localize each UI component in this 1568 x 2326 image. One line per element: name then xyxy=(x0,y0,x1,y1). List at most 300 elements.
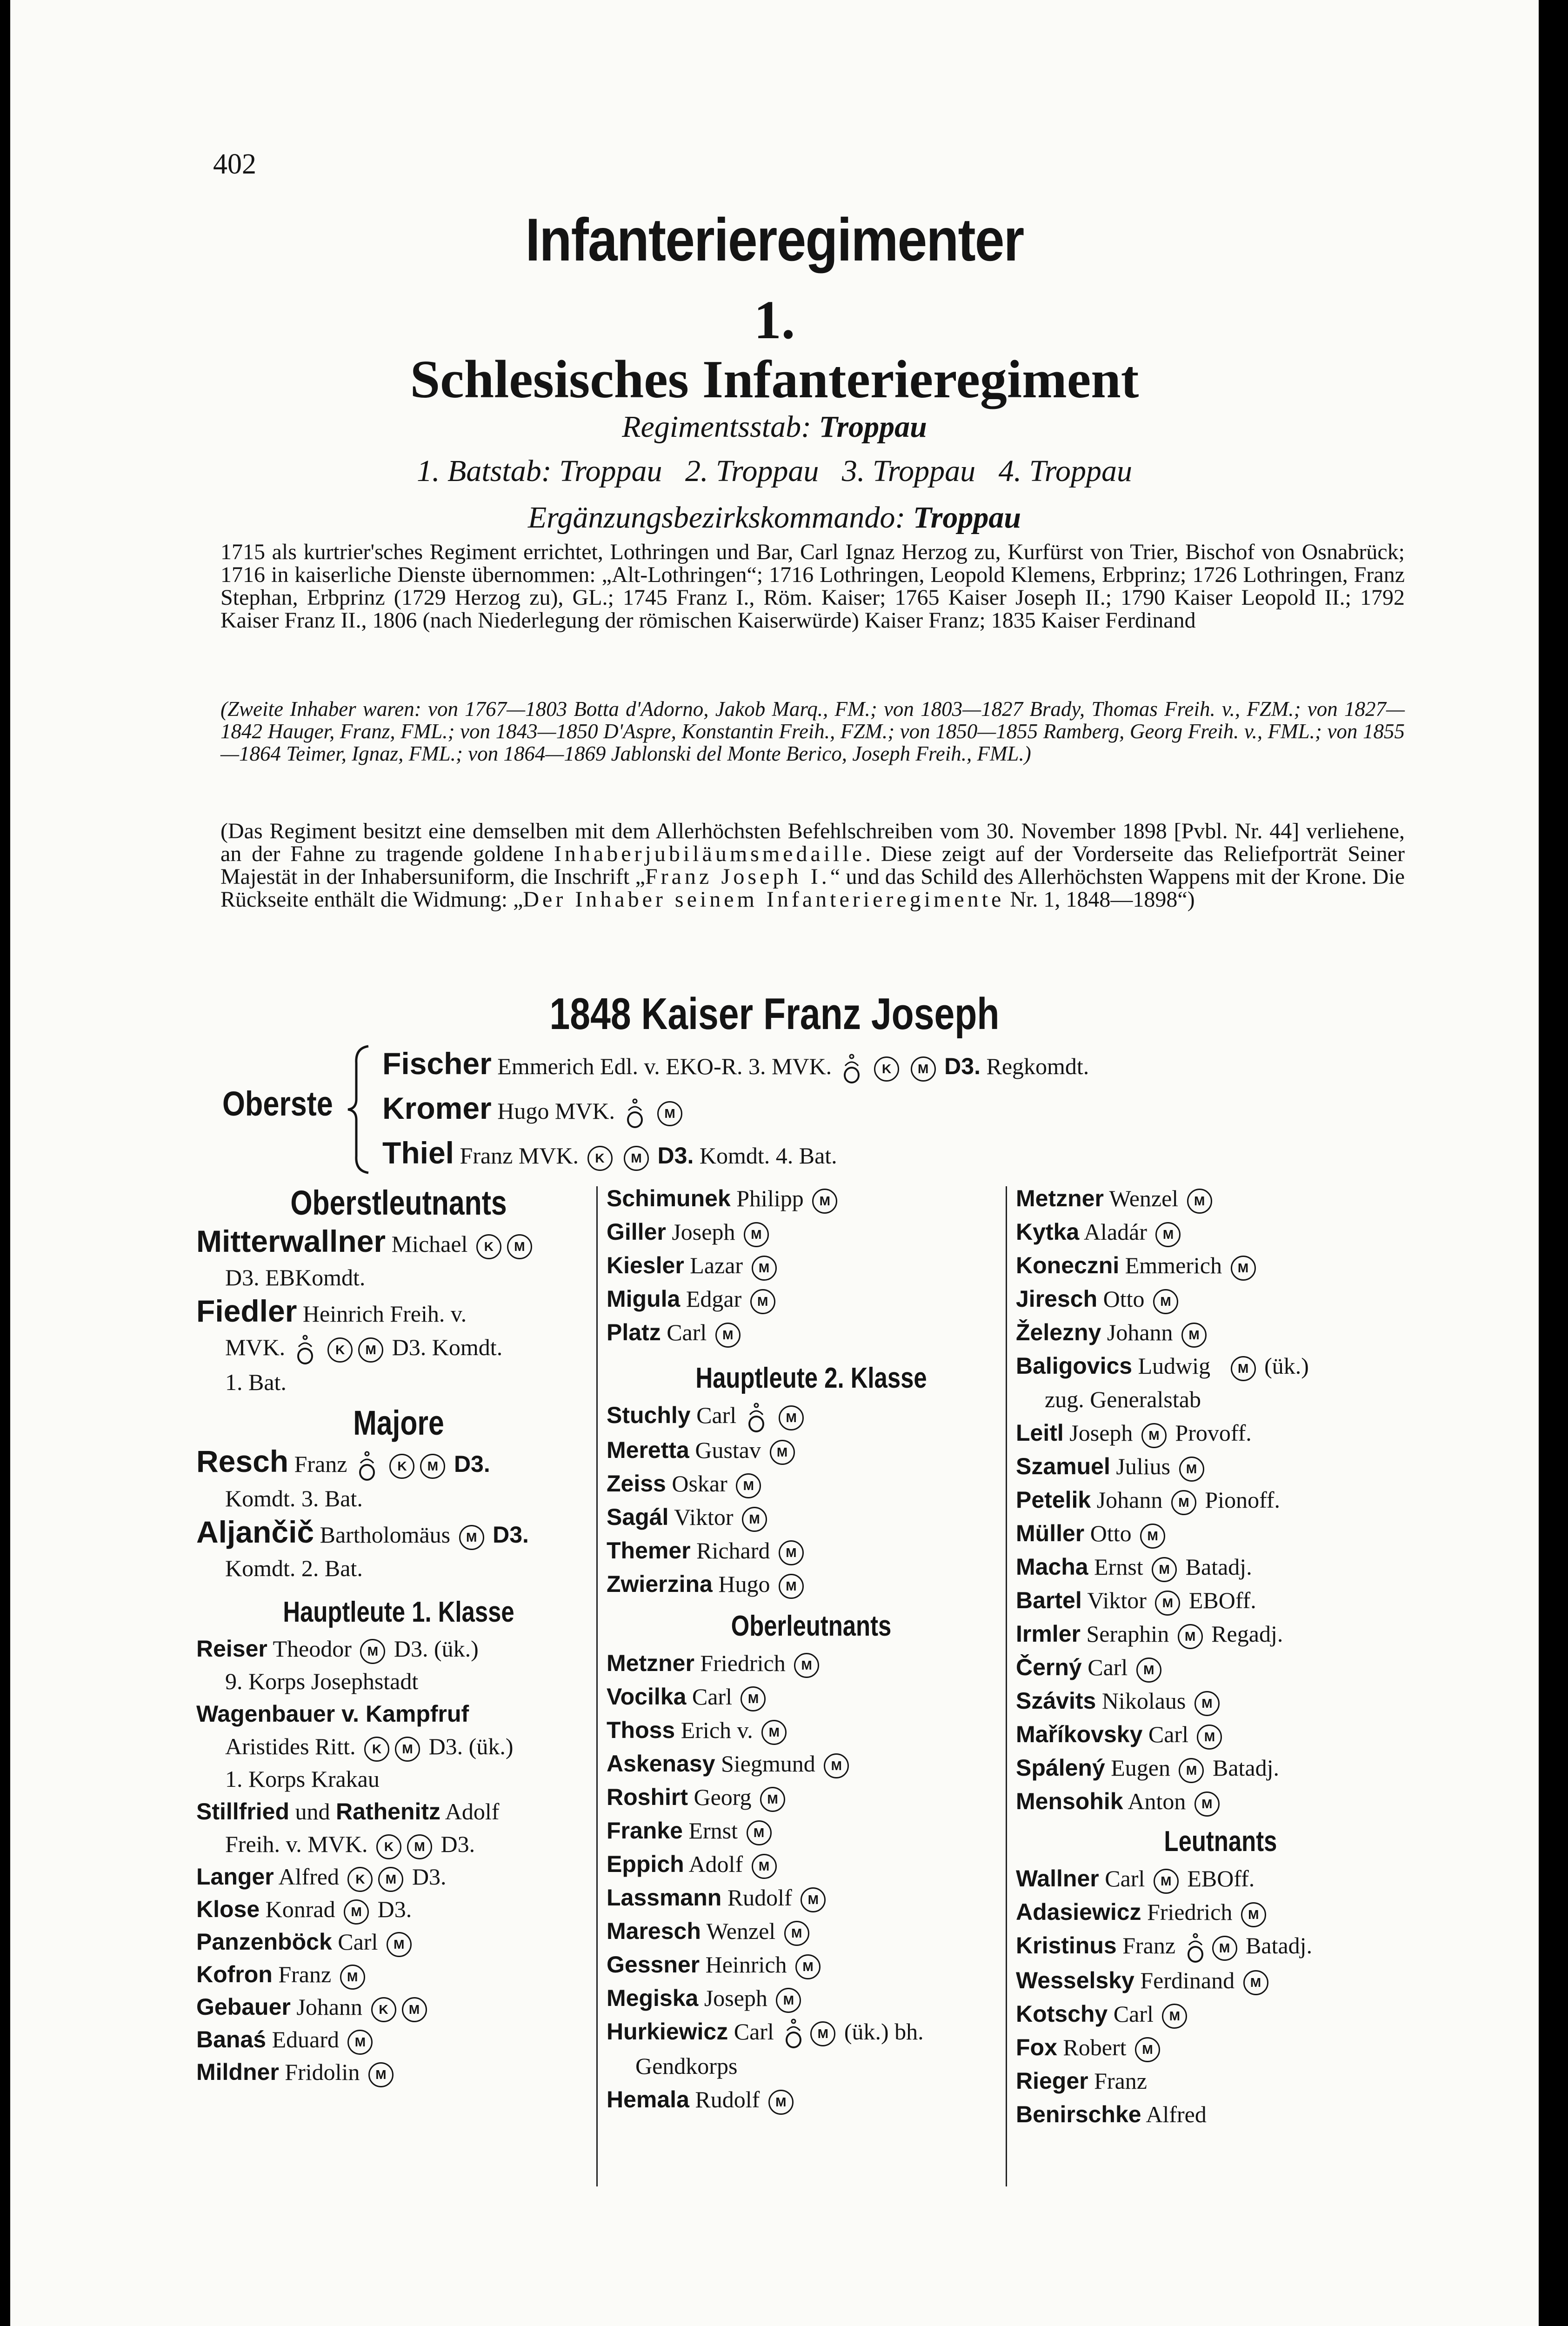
surname: Baligovics xyxy=(1016,1353,1133,1379)
crown-icon xyxy=(841,1054,862,1084)
surname: Lassmann xyxy=(607,1884,722,1911)
m-badge-icon: M xyxy=(1194,1691,1220,1716)
surname: Zeiss xyxy=(607,1470,666,1497)
given-name: Carl xyxy=(692,1683,732,1710)
m-badge-icon: M xyxy=(752,1256,777,1281)
surname: Železny xyxy=(1016,1319,1101,1345)
note: zug. Generalstab xyxy=(1045,1386,1201,1412)
note: 9. Korps Josephstadt xyxy=(225,1668,419,1695)
list-item xyxy=(1016,1684,1425,1718)
list-item xyxy=(1016,1895,1425,1929)
given-name: Heinrich Freih. v. xyxy=(302,1301,467,1327)
list-item xyxy=(196,1860,601,1893)
medal-spaced-3: Der Inhaber seinem Infanterieregimente xyxy=(523,887,1005,912)
given-name: Eugen xyxy=(1111,1755,1170,1781)
stab-label: Regimentsstab: xyxy=(622,410,812,444)
list-item xyxy=(1016,2098,1425,2131)
m-badge-icon: M xyxy=(1241,1902,1266,1927)
given-name: Franz xyxy=(278,1961,332,1988)
surname: Fischer xyxy=(382,1046,492,1081)
list-item xyxy=(607,1847,1016,1881)
given-name: Oskar xyxy=(672,1470,727,1497)
list-item xyxy=(607,1398,1016,1433)
given-name: Hugo MVK. xyxy=(497,1098,615,1124)
given-name: Bartholomäus xyxy=(320,1522,451,1548)
m-badge-icon: M xyxy=(1136,1658,1161,1683)
regiment-number: 1. xyxy=(754,289,795,350)
m-badge-icon: M xyxy=(1231,1256,1256,1281)
given-name: Heinrich xyxy=(705,1951,787,1978)
m-badge-icon: M xyxy=(779,1574,804,1599)
given-name: Aladár xyxy=(1083,1219,1147,1245)
list-item xyxy=(607,1500,1016,1534)
list-item xyxy=(607,1713,1016,1747)
m-badge-icon: M xyxy=(1197,1724,1222,1750)
list-item xyxy=(607,1780,1016,1814)
regimentsstab-line xyxy=(10,409,1539,445)
list-item xyxy=(196,2056,601,2088)
list-item xyxy=(1016,1349,1425,1383)
surname: Jiresch xyxy=(1016,1286,1098,1312)
note: Batadj. xyxy=(1185,1554,1252,1580)
surname: Megiska xyxy=(607,1985,699,2011)
list-item xyxy=(1016,1718,1425,1751)
given-name: Wenzel xyxy=(1109,1185,1179,1211)
given-name: Edgar xyxy=(686,1286,742,1312)
given-name: Eduard xyxy=(272,2026,339,2053)
given-name: Carl xyxy=(734,2018,774,2045)
list-item xyxy=(1016,1249,1425,1282)
m-badge-icon: M xyxy=(1153,1289,1178,1314)
given-name: Gustav xyxy=(695,1437,761,1463)
list-item xyxy=(607,1680,1016,1713)
list-item-continuation xyxy=(196,1828,601,1860)
surname: Zwierzina xyxy=(607,1571,713,1597)
given-name: Wenzel xyxy=(706,1918,776,1944)
list-item xyxy=(607,1282,1016,1316)
surname: Müller xyxy=(1016,1520,1085,1546)
surname: Macha xyxy=(1016,1554,1088,1580)
given-name: Erich v. xyxy=(681,1717,753,1743)
list-item xyxy=(196,1698,601,1730)
given-name: Ernst xyxy=(1094,1554,1143,1580)
surname: Maresch xyxy=(607,1918,701,1944)
given-name: Friedrich xyxy=(700,1650,786,1676)
surname: Mensohik xyxy=(1016,1788,1123,1814)
medal-text-1: (Das Regiment besitzt eine demselben mit dem Allerhöchsten Befehlschreiben vom 30. November 1898 [Pvbl. Nr. 44] verliehene, an der Fahne zu tragende goldene xyxy=(220,819,1405,866)
surname: Giller xyxy=(607,1219,666,1245)
given-name: Ludwig xyxy=(1138,1353,1211,1379)
surname: Migula xyxy=(607,1286,681,1312)
given-name: Michael xyxy=(391,1231,468,1257)
given-name: Franz xyxy=(1094,2067,1147,2094)
m-badge-icon: M xyxy=(1178,1624,1203,1649)
note: Regadj. xyxy=(1211,1621,1283,1647)
decoration: D3. xyxy=(412,1864,447,1890)
surname: Koneczni xyxy=(1016,1252,1120,1278)
given-name: Carl xyxy=(1148,1721,1188,1747)
surname: Wallner xyxy=(1016,1865,1099,1892)
m-badge-icon: M xyxy=(824,1753,849,1778)
list-item xyxy=(1016,1182,1425,1215)
m-badge-icon: M xyxy=(1187,1189,1212,1214)
surname: Leitl xyxy=(1016,1420,1064,1446)
batstab-value-3: Troppau xyxy=(872,454,976,488)
given-name: Otto xyxy=(1103,1286,1145,1312)
surname: Langer xyxy=(196,1864,274,1890)
given-name: Seraphin xyxy=(1086,1621,1169,1647)
given-name: Nikolaus xyxy=(1101,1688,1186,1714)
brace-icon xyxy=(345,1044,373,1175)
crown-icon xyxy=(1185,1933,1206,1964)
surname: Maříkovsky xyxy=(1016,1721,1143,1747)
m-badge-icon: M xyxy=(1181,1323,1207,1348)
batstab-line xyxy=(10,454,1539,489)
history-paragraph: 1715 als kurtrier'sches Regiment errichtet, Lothringen und Bar, Carl Ignaz Herzog zu, Kurfürst von Trier, Bischof von Osnabrück; 1716 in kaiserliche Dienste übernommen: „Alt-Lothringen“; 1716 Lothringen, Leopold Klemens, Erbprinz; 1726 Lothringen, Franz Stephan, Erbprinz (1729 Herzog zu), GL.; 1745 Franz I., Röm. Kaiser; 1765 Kaiser Joseph II.; 1790 Kaiser Leopold II.; 1792 Kaiser Franz II., 1806 (nach Niederlegung der römischen Kaiserwürde) Kaiser Franz; 1835 Kaiser Ferdinand xyxy=(220,540,1405,633)
m-badge-icon: M xyxy=(911,1056,936,1082)
m-badge-icon: M xyxy=(794,1653,819,1678)
crown-icon xyxy=(295,1335,315,1365)
given-name: Carl xyxy=(1113,2000,1154,2027)
column-2 xyxy=(607,1182,1016,2116)
surname: Gessner xyxy=(607,1951,700,1978)
m-badge-icon: M xyxy=(378,1867,403,1892)
surname: Kromer xyxy=(382,1091,492,1125)
given-name: Franz MVK. xyxy=(460,1143,579,1169)
section-heading: Oberstleutnants xyxy=(290,1183,507,1222)
section-heading: Hauptleute 1. Klasse xyxy=(283,1596,514,1629)
m-badge-icon: M xyxy=(779,1405,804,1430)
surname: Szamuel xyxy=(1016,1453,1110,1479)
given-name: Adolf xyxy=(688,1851,743,1877)
note: Regkomdt. xyxy=(986,1053,1089,1079)
medal-spaced-1: Inhaberjubiläumsmedaille xyxy=(554,842,866,866)
m-badge-icon: M xyxy=(387,1932,412,1957)
note: Komdt. 4. Bat. xyxy=(699,1143,837,1169)
m-badge-icon: M xyxy=(747,1820,772,1845)
m-badge-icon: M xyxy=(1194,1791,1220,1817)
m-badge-icon: M xyxy=(1135,2037,1160,2062)
surname: Sagál xyxy=(607,1504,669,1530)
batstab-label-2: 2. xyxy=(685,454,708,488)
medal-text-4: Nr. 1, 1848—1898“) xyxy=(1004,887,1195,912)
surname: Rieger xyxy=(1016,2067,1088,2094)
m-badge-icon: M xyxy=(624,1146,649,1171)
list-item xyxy=(196,1893,601,1925)
given-name: Ferdinand xyxy=(1140,1967,1235,1993)
m-badge-icon: M xyxy=(340,1965,365,1990)
surname: Mitterwallner xyxy=(196,1224,386,1258)
decoration: D3. (ük.) xyxy=(394,1636,479,1662)
list-item xyxy=(607,1467,1016,1500)
given-name: Joseph xyxy=(1069,1420,1133,1446)
surname: Wesselsky xyxy=(1016,1967,1134,1993)
given-name: Franz xyxy=(1122,1932,1176,1958)
note: Provoff. xyxy=(1175,1420,1252,1446)
given-name: Joseph xyxy=(704,1985,767,2011)
surname: Kristinus xyxy=(1016,1932,1117,1958)
given-name: Rudolf xyxy=(727,1884,792,1911)
list-item xyxy=(607,1316,1016,1349)
surname: Franke xyxy=(607,1817,683,1844)
surname: Hurkiewicz xyxy=(607,2018,728,2045)
surname: Panzenböck xyxy=(196,1929,332,1955)
m-badge-icon: M xyxy=(812,1189,837,1214)
list-item xyxy=(1016,1483,1425,1517)
m-badge-icon: M xyxy=(657,1101,682,1126)
surname: Bartel xyxy=(1016,1587,1082,1613)
surname: Reiser xyxy=(196,1636,267,1662)
m-badge-icon: M xyxy=(795,1954,821,1979)
medal-text-2: . Diese zeigt auf der Vorderseite das Reliefporträt Seiner Majestät in der Inhabersuniform, die Inschrift „ xyxy=(220,842,1405,889)
surname: Banaś xyxy=(196,2026,267,2053)
surname: Klose xyxy=(196,1896,260,1923)
m-badge-icon: M xyxy=(752,1854,777,1879)
list-item xyxy=(607,1182,1016,1215)
given-name: Johann xyxy=(1107,1319,1173,1345)
surname: Gebauer xyxy=(196,1994,291,2020)
m-badge-icon: M xyxy=(770,1440,795,1465)
list-item xyxy=(607,1914,1016,1948)
list-item xyxy=(1016,1751,1425,1785)
list-item xyxy=(196,1795,601,1828)
list-item xyxy=(196,2023,601,2056)
list-item xyxy=(1016,1929,1425,1964)
given-name: Fridolin xyxy=(285,2059,360,2085)
m-badge-icon: M xyxy=(402,1997,427,2022)
decoration: D3. (ük.) xyxy=(428,1733,514,1760)
ergaenzung-line xyxy=(10,500,1539,535)
m-badge-icon: M xyxy=(736,1473,761,1498)
list-item xyxy=(607,1881,1016,1914)
decoration: D3. xyxy=(377,1896,412,1923)
k-badge-icon: K xyxy=(327,1337,353,1363)
m-badge-icon: M xyxy=(344,1899,369,1925)
surname: Platz xyxy=(607,1319,661,1345)
m-badge-icon: M xyxy=(368,2062,394,2087)
ergaenzung-label: Ergänzungsbezirkskommando: xyxy=(527,501,906,535)
given-name: Johann xyxy=(296,1994,363,2020)
list-item xyxy=(607,1567,1016,1601)
batstab-value-2: Troppau xyxy=(716,454,819,488)
note: EBOff. xyxy=(1187,1865,1255,1892)
note: Pionoff. xyxy=(1205,1487,1280,1513)
section-heading: Leutnants xyxy=(1164,1825,1277,1858)
given-name: Philipp xyxy=(736,1185,804,1211)
k-badge-icon: K xyxy=(587,1146,613,1171)
list-item xyxy=(607,2083,1016,2116)
k-badge-icon: K xyxy=(364,1737,389,1762)
surname: Aljančič xyxy=(196,1515,314,1550)
note: 1. Bat. xyxy=(225,1369,287,1395)
surname: Fox xyxy=(1016,2034,1057,2060)
decoration: D3. xyxy=(657,1143,694,1169)
list-item xyxy=(382,1086,1089,1130)
list-item xyxy=(1016,1964,1425,1997)
note: D3. Komdt. xyxy=(392,1334,503,1360)
batstab-label-1: 1. Batstab: xyxy=(417,454,552,488)
note: Batadj. xyxy=(1246,1932,1313,1958)
section-heading: Majore xyxy=(353,1403,444,1442)
ergaenzung-value: Troppau xyxy=(913,501,1021,535)
crown-icon xyxy=(746,1403,767,1433)
list-item xyxy=(1016,1517,1425,1550)
section-heading: Oberleutnants xyxy=(731,1610,892,1642)
m-badge-icon: M xyxy=(1162,2004,1187,2029)
surname: Stuchly xyxy=(607,1402,691,1428)
k-badge-icon: K xyxy=(371,1997,396,2022)
list-item xyxy=(1016,1584,1425,1617)
given-name: Julius xyxy=(1116,1453,1171,1479)
colonel-in-chief: 1848 Kaiser Franz Joseph xyxy=(549,989,1000,1039)
m-badge-icon: M xyxy=(801,1887,826,1912)
m-badge-icon: M xyxy=(1155,1591,1180,1616)
medal-paragraph xyxy=(220,820,1405,911)
batstab-label-3: 3. xyxy=(841,454,865,488)
decoration: D3. xyxy=(944,1053,981,1079)
surname: Szávits xyxy=(1016,1688,1096,1714)
surname: Resch xyxy=(196,1444,289,1478)
decoration: D3. xyxy=(493,1522,529,1548)
list-item xyxy=(196,1224,601,1261)
list-item xyxy=(1016,2064,1425,2098)
surname: Rathenitz xyxy=(336,1798,441,1825)
given-name: Carl xyxy=(1088,1654,1128,1680)
connector: und xyxy=(295,1798,330,1825)
surname: Themer xyxy=(607,1537,691,1564)
list-item xyxy=(1016,1282,1425,1316)
list-item xyxy=(196,1991,601,2023)
list-item xyxy=(196,1632,601,1665)
list-item xyxy=(196,1444,601,1482)
batstab-value-1: Troppau xyxy=(559,454,662,488)
given-name: Theodor xyxy=(273,1636,352,1662)
surname: Irmler xyxy=(1016,1621,1081,1647)
stab-value: Troppau xyxy=(819,410,927,444)
list-item xyxy=(1016,1997,1425,2031)
given-name: Johann xyxy=(1096,1487,1163,1513)
surname: Černý xyxy=(1016,1654,1082,1680)
list-item xyxy=(196,1515,601,1551)
m-badge-icon: M xyxy=(1141,1423,1167,1448)
list-item xyxy=(607,1981,1016,2015)
note: D3. EBKomdt. xyxy=(225,1264,366,1290)
page-number: 402 xyxy=(213,148,256,180)
list-item-continuation xyxy=(196,1730,601,1763)
m-badge-icon: M xyxy=(776,1988,801,2013)
k-badge-icon: K xyxy=(389,1454,414,1479)
medal-spaced-2: Franz Joseph I. xyxy=(645,864,830,889)
given-name: Alfred xyxy=(1146,2101,1207,2127)
m-badge-icon: M xyxy=(779,1540,804,1565)
column-3 xyxy=(1016,1182,1425,2131)
surname: Vocilka xyxy=(607,1683,687,1710)
given-name: Georg xyxy=(694,1784,752,1810)
batstab-value-4: Troppau xyxy=(1029,454,1132,488)
m-badge-icon: M xyxy=(715,1323,741,1348)
list-item xyxy=(1016,1651,1425,1684)
given-name: Rudolf xyxy=(695,2086,760,2113)
decoration: (ük.) xyxy=(1264,1353,1309,1379)
m-badge-icon: M xyxy=(761,1720,787,1745)
m-badge-icon: M xyxy=(784,1921,809,1946)
m-badge-icon: M xyxy=(741,1686,766,1711)
m-badge-icon: M xyxy=(1152,1557,1177,1582)
list-item xyxy=(1016,2031,1425,2064)
m-badge-icon: M xyxy=(507,1234,532,1259)
list-item xyxy=(196,1294,601,1330)
list-item xyxy=(1016,1862,1425,1895)
crown-icon xyxy=(783,2019,804,2049)
list-item xyxy=(1016,1215,1425,1249)
k-badge-icon: K xyxy=(376,1834,401,1859)
given-name: Siegmund xyxy=(721,1750,815,1777)
decoration: D3. xyxy=(440,1831,475,1858)
surname: Eppich xyxy=(607,1851,684,1877)
list-item xyxy=(607,1948,1016,1981)
list-item xyxy=(607,1249,1016,1282)
m-badge-icon: M xyxy=(750,1289,775,1314)
m-badge-icon: M xyxy=(358,1337,383,1363)
given-name: Robert xyxy=(1063,2034,1127,2060)
m-badge-icon: M xyxy=(744,1222,769,1247)
surname: Stillfried xyxy=(196,1798,290,1825)
page-title: Infanterieregimenter xyxy=(525,206,1024,274)
surname: Thiel xyxy=(382,1136,454,1170)
surname: Metzner xyxy=(607,1650,694,1676)
list-item xyxy=(607,1814,1016,1847)
note: EBOff. xyxy=(1188,1587,1256,1613)
surname: Hemala xyxy=(607,2086,689,2113)
list-item xyxy=(1016,1316,1425,1349)
m-badge-icon: M xyxy=(1179,1457,1204,1482)
decoration: (ük.) bh. xyxy=(844,2018,924,2045)
given-name: Joseph xyxy=(672,1219,735,1245)
m-badge-icon: M xyxy=(420,1454,445,1479)
m-badge-icon: M xyxy=(1171,1490,1196,1515)
given-name: Emmerich xyxy=(1125,1252,1222,1278)
note: Komdt. 2. Bat. xyxy=(225,1555,363,1582)
given-name: Viktor xyxy=(674,1504,734,1530)
m-badge-icon: M xyxy=(768,2090,794,2115)
m-badge-icon: M xyxy=(1212,1936,1237,1961)
m-badge-icon: M xyxy=(1154,1869,1179,1894)
surname: Benirschke xyxy=(1016,2101,1141,2127)
list-item xyxy=(607,1646,1016,1680)
given-name: Richard xyxy=(696,1537,770,1564)
list-item xyxy=(196,1958,601,1991)
given-name: Ernst xyxy=(688,1817,738,1844)
surname: Schimunek xyxy=(607,1185,731,1211)
surname: Kytka xyxy=(1016,1219,1080,1245)
surname: Kotschy xyxy=(1016,2000,1108,2027)
note: Batadj. xyxy=(1212,1755,1280,1781)
m-badge-icon: M xyxy=(1140,1524,1165,1549)
given-name: Alfred xyxy=(278,1864,339,1890)
m-badge-icon: M xyxy=(810,2021,835,2046)
given-name: Viktor xyxy=(1087,1587,1147,1613)
surname: Roshirt xyxy=(607,1784,688,1810)
given-name: Konrad xyxy=(265,1896,335,1923)
given-name: Emmerich Edl. v. EKO-R. 3. MVK. xyxy=(497,1053,832,1079)
m-badge-icon: M xyxy=(1155,1222,1181,1247)
list-item xyxy=(382,1041,1089,1086)
surname: Metzner xyxy=(1016,1185,1104,1211)
list-item xyxy=(607,1534,1016,1567)
given-name: Aristides Ritt. xyxy=(225,1733,356,1760)
given-name: Lazar xyxy=(690,1252,743,1278)
surname: Mildner xyxy=(196,2059,279,2085)
